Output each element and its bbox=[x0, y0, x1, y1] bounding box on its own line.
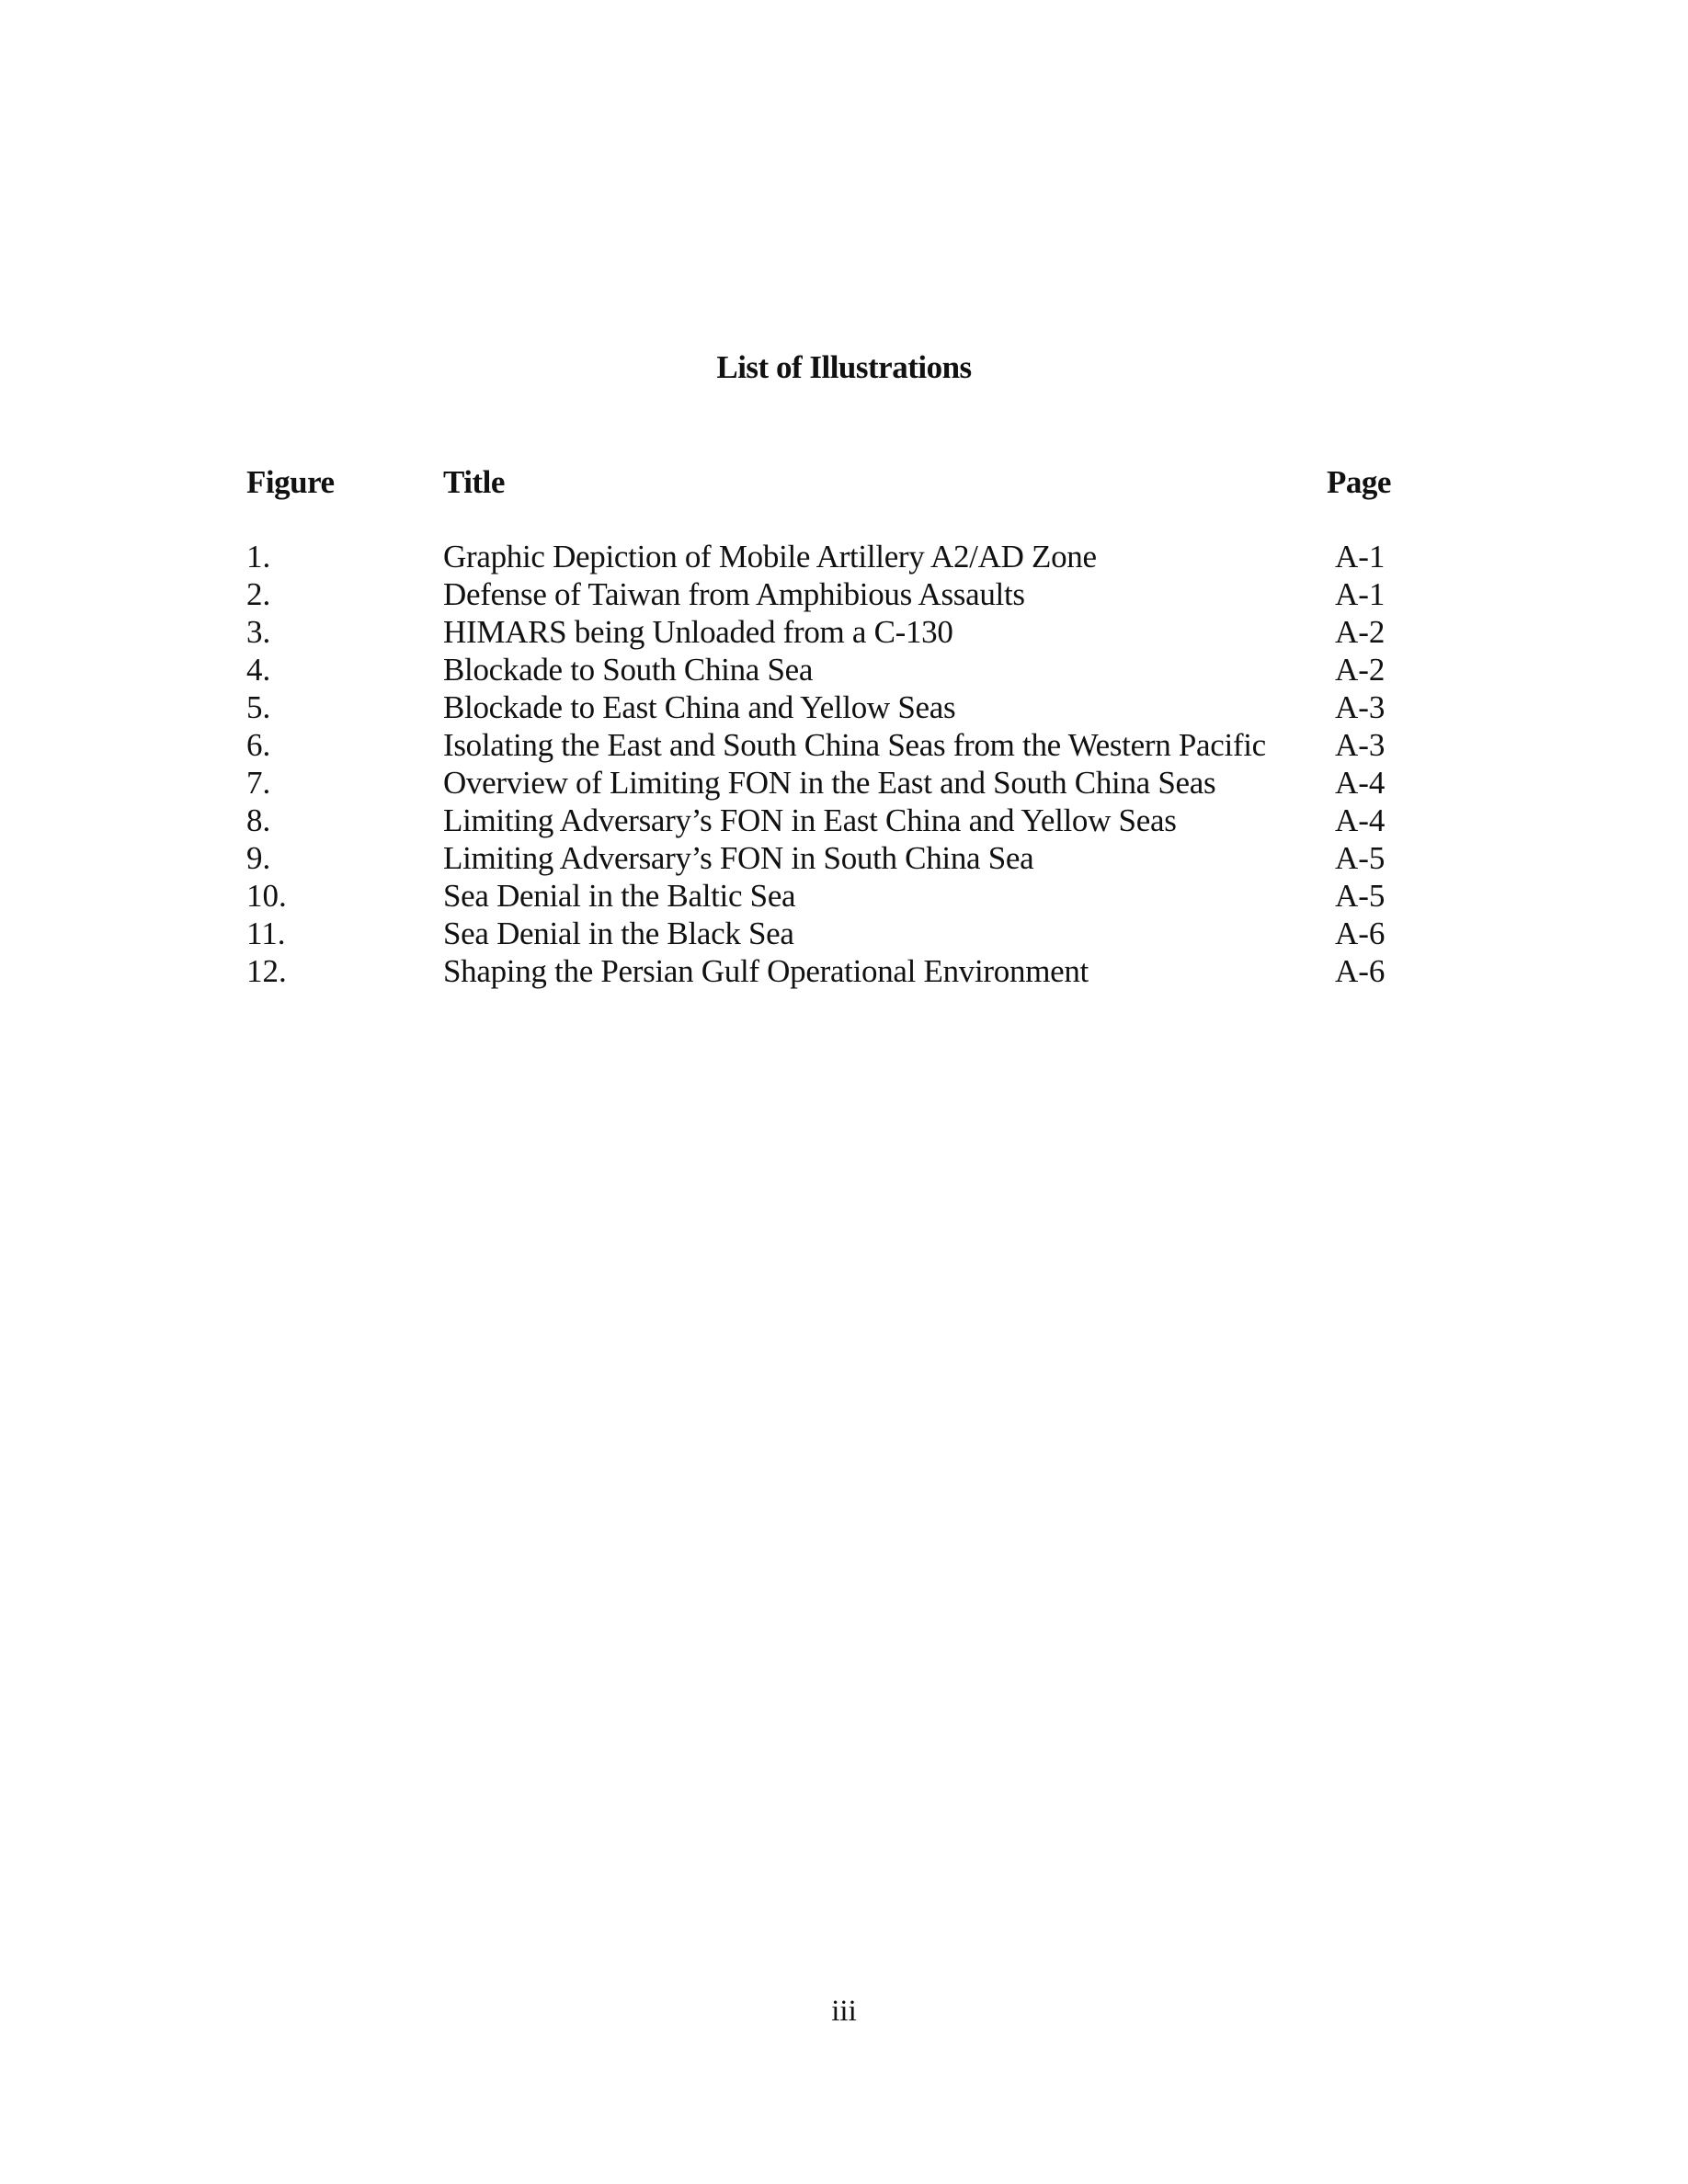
figure-title: Limiting Adversary’s FON in East China and Yellow Seas bbox=[443, 802, 1177, 838]
list-item bbox=[0, 688, 1688, 726]
figure-number: 9. bbox=[246, 840, 271, 876]
figure-number: 1. bbox=[246, 539, 271, 574]
figure-number: 2. bbox=[246, 576, 271, 612]
figure-page: A-2 bbox=[1335, 652, 1386, 688]
list-item bbox=[0, 877, 1688, 915]
figure-title: Graphic Depiction of Mobile Artillery A2/AD Zone bbox=[443, 539, 1097, 574]
list-item bbox=[0, 726, 1688, 764]
figure-page: A-2 bbox=[1335, 614, 1386, 650]
figure-number: 8. bbox=[246, 802, 271, 838]
figure-number: 5. bbox=[246, 689, 271, 725]
figure-number: 12. bbox=[246, 953, 287, 989]
figure-title: Sea Denial in the Baltic Sea bbox=[443, 878, 796, 914]
figure-page: A-4 bbox=[1335, 802, 1386, 838]
figure-title: Sea Denial in the Black Sea bbox=[443, 916, 794, 951]
figure-number: 6. bbox=[246, 727, 271, 763]
figure-number: 10. bbox=[246, 878, 287, 914]
table-header bbox=[0, 464, 1688, 505]
page-number: iii bbox=[831, 1995, 857, 2028]
title-column-header: Title bbox=[443, 464, 505, 500]
figure-column-header: Figure bbox=[246, 464, 335, 500]
figure-number: 11. bbox=[246, 916, 286, 951]
figure-title: Blockade to South China Sea bbox=[443, 652, 814, 688]
list-item bbox=[0, 538, 1688, 575]
figure-title: Overview of Limiting FON in the East and South China Seas bbox=[443, 765, 1216, 801]
figure-page: A-3 bbox=[1335, 689, 1386, 725]
figure-page: A-4 bbox=[1335, 765, 1386, 801]
list-item bbox=[0, 915, 1688, 952]
figure-title: Isolating the East and South China Seas from the Western Pacific bbox=[443, 727, 1266, 763]
page-column-header: Page bbox=[1327, 464, 1391, 500]
figure-title: Shaping the Persian Gulf Operational Environment bbox=[443, 953, 1089, 989]
figure-number: 3. bbox=[246, 614, 271, 650]
figure-page: A-6 bbox=[1335, 953, 1386, 989]
list-item bbox=[0, 613, 1688, 651]
figure-page: A-3 bbox=[1335, 727, 1386, 763]
figure-page: A-5 bbox=[1335, 840, 1386, 876]
page-title: List of Illustrations bbox=[716, 349, 972, 385]
list-item bbox=[0, 839, 1688, 877]
illustrations-list bbox=[0, 538, 1688, 990]
list-item bbox=[0, 764, 1688, 802]
figure-number: 4. bbox=[246, 652, 271, 688]
figure-title: HIMARS being Unloaded from a C-130 bbox=[443, 614, 953, 650]
figure-title: Blockade to East China and Yellow Seas bbox=[443, 689, 956, 725]
figure-page: A-6 bbox=[1335, 916, 1386, 951]
list-item bbox=[0, 952, 1688, 990]
list-item bbox=[0, 575, 1688, 613]
figure-page: A-1 bbox=[1335, 576, 1386, 612]
figure-page: A-5 bbox=[1335, 878, 1386, 914]
figure-number: 7. bbox=[246, 765, 271, 801]
figure-page: A-1 bbox=[1335, 539, 1386, 574]
figure-title: Defense of Taiwan from Amphibious Assaults bbox=[443, 576, 1025, 612]
figure-title: Limiting Adversary’s FON in South China Sea bbox=[443, 840, 1034, 876]
list-item bbox=[0, 802, 1688, 839]
list-item bbox=[0, 651, 1688, 688]
